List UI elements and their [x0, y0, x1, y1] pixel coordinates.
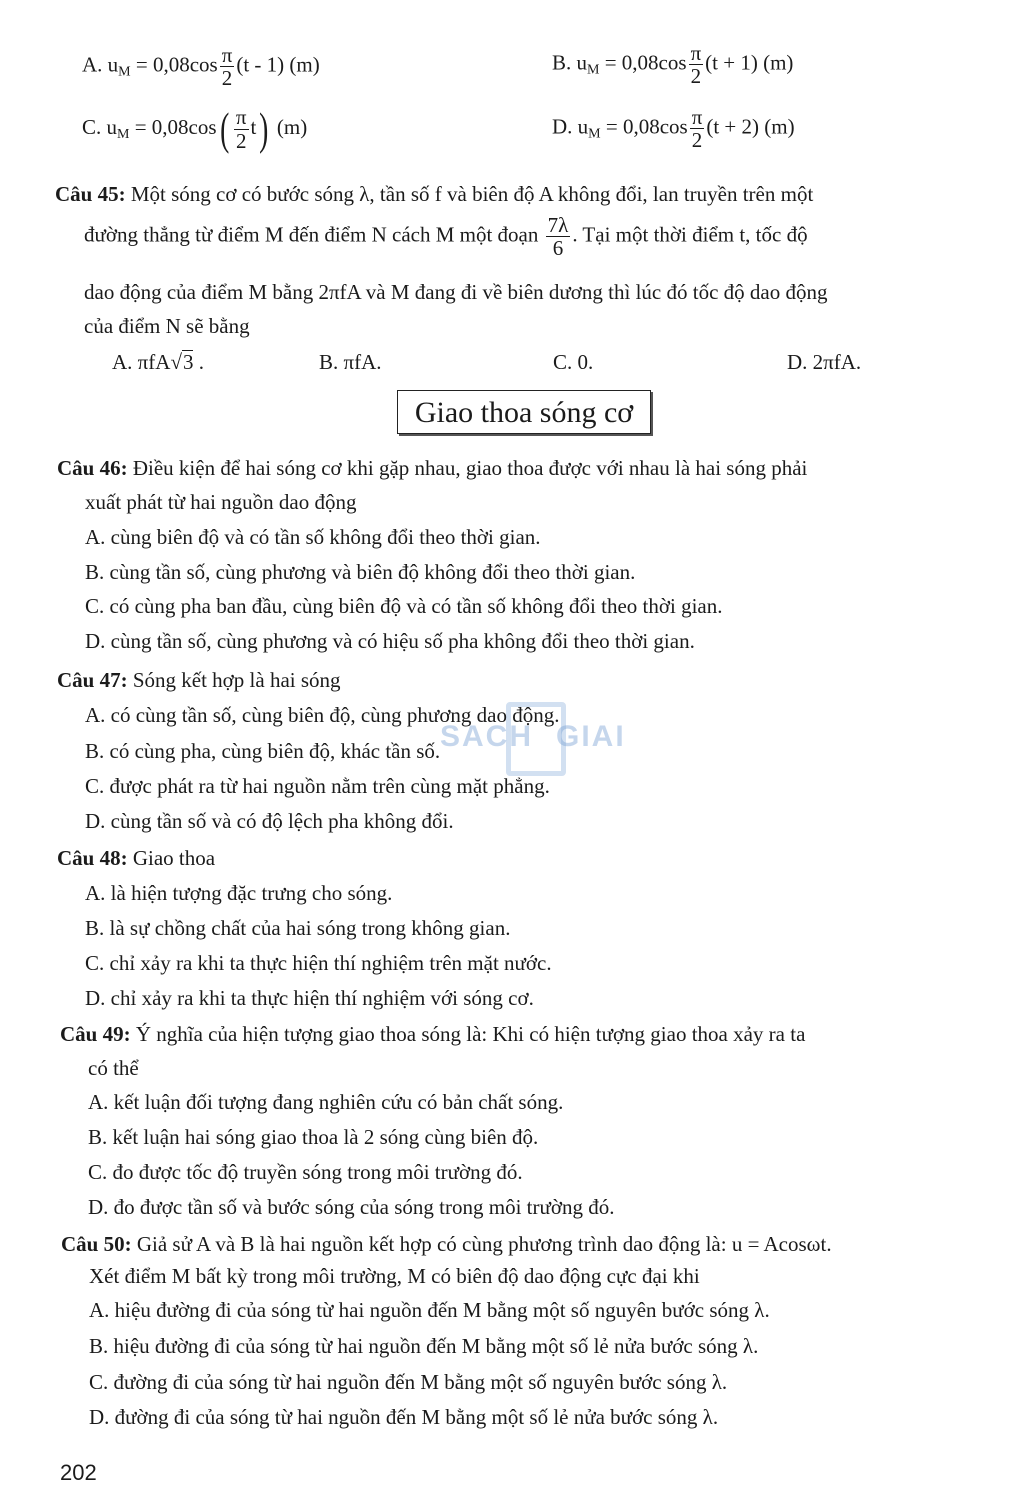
q46-option-c: C. có cùng pha ban đầu, cùng biên độ và có tần số không đổi theo thời gian.: [85, 594, 723, 618]
q45-line-2: đường thẳng từ điểm M đến điểm N cách M một đoạn $\frac{7\lambda}{6}$ . Tại một thời điểm t, tốc độ: [84, 213, 808, 261]
fraction: $\frac{\pi}{2}$: [235, 105, 247, 153]
fraction: $\frac{\pi}{2}$: [221, 43, 233, 91]
q49-line-1: Câu 49: Ý nghĩa của hiện tượng giao thoa sóng là: Khi có hiện tượng giao thoa xảy ra ta: [60, 1022, 806, 1046]
fraction: $\frac{\pi}{2}$: [690, 41, 702, 89]
question-label: Câu 45:: [55, 182, 126, 206]
fraction: $\frac{\pi}{2}$: [691, 105, 703, 153]
q48-option-c: C. chỉ xảy ra khi ta thực hiện thí nghiệm trên mặt nước.: [85, 951, 552, 975]
q49-line-2: có thể: [88, 1056, 139, 1080]
page-number: 202: [60, 1460, 97, 1485]
q45-line-4: của điểm N sẽ bằng: [84, 314, 250, 338]
q46-line-1: Câu 46: Điều kiện để hai sóng cơ khi gặp nhau, giao thoa được với nhau là hai sóng phải: [57, 456, 808, 480]
q50-option-b: B. hiệu đường đi của sóng từ hai nguồn đến M bằng một số lẻ nửa bước sóng λ.: [89, 1334, 759, 1358]
q50-option-c: C. đường đi của sóng từ hai nguồn đến M bằng một số nguyên bước sóng λ.: [89, 1370, 728, 1394]
q45-option-a: A. πfA√3 .: [112, 350, 204, 374]
fraction: $\frac{7\lambda}{6}$: [547, 213, 569, 261]
q45-option-b: B. πfA.: [319, 350, 382, 374]
q46-option-d: D. cùng tần số, cùng phương và có hiệu số pha không đổi theo thời gian.: [85, 629, 695, 653]
question-label: Câu 47:: [57, 668, 128, 692]
q45-option-d: D. 2πfA.: [787, 350, 862, 374]
q50-option-d: D. đường đi của sóng từ hai nguồn đến M bằng một số lẻ nửa bước sóng λ.: [89, 1405, 719, 1429]
q47-option-b: B. có cùng pha, cùng biên độ, khác tần số.: [85, 739, 441, 763]
q49-option-d: D. đo được tần số và bước sóng của sóng trong môi trường đó.: [88, 1195, 615, 1219]
question-label: Câu 50:: [61, 1232, 132, 1256]
q47-option-d: D. cùng tần số và có độ lệch pha không đổi.: [85, 809, 454, 833]
q48-option-b: B. là sự chồng chất của hai sóng trong không gian.: [85, 916, 511, 940]
q47-option-c: C. được phát ra từ hai nguồn nằm trên cùng mặt phẳng.: [85, 774, 550, 798]
q49-option-b: B. kết luận hai sóng giao thoa là 2 sóng cùng biên độ.: [88, 1125, 539, 1149]
q45-line-3: dao động của điểm M bằng 2πfA và M đang đi về biên dương thì lúc đó tốc độ dao động: [84, 280, 828, 304]
watermark-logo: SACH GIAI: [440, 698, 640, 788]
q47-line-1: Câu 47: Sóng kết hợp là hai sóng: [57, 668, 341, 692]
q44-option-d: D. $u_M = 0,08\cos$ $\frac{\pi}{2}$ (t + 2) (m): [552, 105, 795, 153]
q48-option-a: A. là hiện tượng đặc trưng cho sóng.: [85, 881, 393, 905]
q46-option-b: B. cùng tần số, cùng phương và biên độ không đổi theo thời gian.: [85, 560, 636, 584]
q50-line-2: Xét điểm M bất kỳ trong môi trường, M có biên độ dao động cực đại khi: [89, 1264, 700, 1288]
q48-line-1: Câu 48: Giao thoa: [57, 846, 216, 870]
q45-option-c: C. 0.: [553, 350, 594, 374]
question-label: Câu 48:: [57, 846, 128, 870]
q49-option-a: A. kết luận đối tượng đang nghiên cứu có bản chất sóng.: [88, 1090, 564, 1114]
section-title: Giao thoa sóng cơ: [397, 390, 651, 434]
q46-option-a: A. cùng biên độ và có tần số không đổi theo thời gian.: [85, 525, 541, 549]
question-label: Câu 46:: [57, 456, 128, 480]
q50-line-1: Câu 50: Giả sử A và B là hai nguồn kết hợp có cùng phương trình dao động là: u = Acosωt.: [61, 1232, 832, 1256]
q49-option-c: C. đo được tốc độ truyền sóng trong môi trường đó.: [88, 1160, 523, 1184]
q45-line-1: Câu 45: Một sóng cơ có bước sóng λ, tần số f và biên độ A không đổi, lan truyền trên một: [55, 182, 814, 206]
q47-option-a: A. có cùng tần số, cùng biên độ, cùng phương dao động.: [85, 703, 560, 727]
question-label: Câu 49:: [60, 1022, 131, 1046]
q44-option-c: C. $u_M = 0,08\cos$( $\frac{\pi}{2}$ t) (m): [82, 103, 308, 154]
q46-line-2: xuất phát từ hai nguồn dao động: [85, 490, 357, 514]
q44-option-b: B. $u_M = 0,08\cos$ $\frac{\pi}{2}$ (t + 1) (m): [552, 41, 794, 89]
q44-option-a: A. $u_M = 0,08\cos$ $\frac{\pi}{2}$ (t - 1) (m): [82, 43, 320, 91]
q48-option-d: D. chỉ xảy ra khi ta thực hiện thí nghiệm với sóng cơ.: [85, 986, 534, 1010]
q50-option-a: A. hiệu đường đi của sóng từ hai nguồn đến M bằng một số nguyên bước sóng λ.: [89, 1298, 770, 1322]
